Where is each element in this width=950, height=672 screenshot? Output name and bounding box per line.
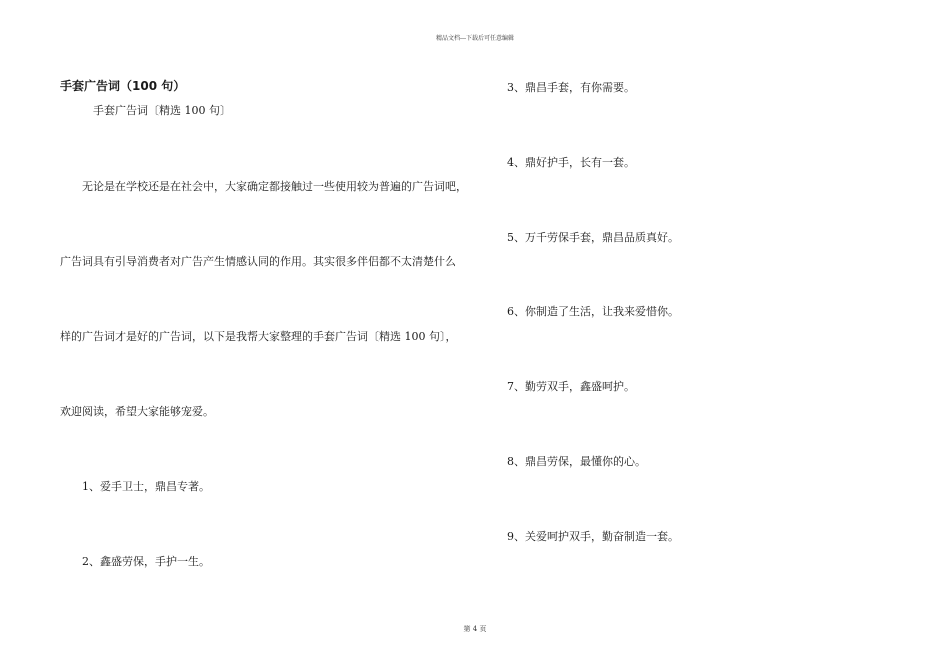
document-subtitle: 手套广告词〔精选 100 句〕 <box>93 104 231 117</box>
slogan-item: 9、关爱呵护双手，勤奋制造一套。 <box>507 530 679 543</box>
slogan-item: 7、勤劳双手，鑫盛呵护。 <box>507 380 635 393</box>
document-title: 手套广告词（100 句） <box>60 79 186 93</box>
intro-paragraph-line: 无论是在学校还是在社会中，大家确定都接触过一些使用较为普遍的广告词吧， <box>82 180 467 193</box>
slogan-item: 3、鼎昌手套，有你需要。 <box>507 81 635 94</box>
intro-paragraph-line: 样的广告词才是好的广告词，以下是我帮大家整理的手套广告词〔精选 100 句〕， <box>60 330 457 343</box>
intro-paragraph-line: 广告词具有引导消费者对广告产生情感认同的作用。其实很多伴侣都不太清楚什么 <box>60 255 456 268</box>
slogan-item: 2、鑫盛劳保，手护一生。 <box>82 555 210 568</box>
slogan-item: 6、你制造了生活，让我来爱惜你。 <box>507 305 679 318</box>
page-footer: 第 4 页 <box>463 625 487 633</box>
slogan-item: 5、万千劳保手套，鼎昌品质真好。 <box>507 231 679 244</box>
slogan-item: 1、爱手卫士，鼎昌专著。 <box>82 480 210 493</box>
page-header: 精品文档---下载后可任意编辑 <box>435 35 515 42</box>
slogan-item: 4、鼎好护手，长有一套。 <box>507 156 635 169</box>
slogan-item: 8、鼎昌劳保，最懂你的心。 <box>507 455 646 468</box>
intro-paragraph-line: 欢迎阅读，希望大家能够宠爱。 <box>60 405 214 418</box>
